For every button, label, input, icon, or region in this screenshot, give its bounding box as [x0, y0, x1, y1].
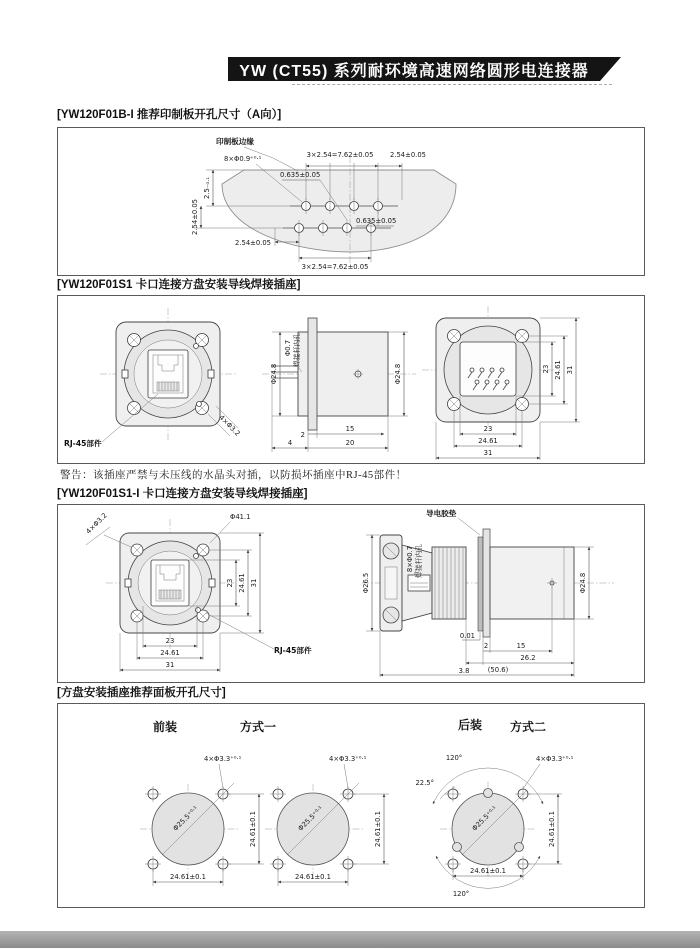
dim-front-h31: 31	[165, 661, 175, 669]
dim-front-v23: 23	[226, 578, 234, 588]
dim-top-pitch: 3×2.54=7.62±0.05	[306, 151, 374, 159]
dim-edge-distance: 2.5₋₀.₁	[203, 176, 211, 200]
panel-cutout-drawings	[58, 704, 642, 905]
section4-heading: [方盘安装插座推荐面板开孔尺寸]	[57, 687, 226, 699]
keyway-left	[453, 843, 462, 852]
dim-v-pitch: 24.61±0.1	[249, 811, 257, 847]
solder-holes-callout: 8×Φ0.7	[406, 545, 414, 573]
hole-size-callout: 8×Φ0.9⁺⁰·¹	[224, 155, 262, 163]
dim-back-length: 26.2	[520, 654, 536, 662]
flange-diameter-callout: Φ41.1	[230, 513, 251, 521]
dim-gasket: 0.01	[459, 632, 475, 640]
dim-v-pitch: 24.61±0.1	[548, 811, 556, 847]
dim-rear-v23: 23	[542, 364, 550, 374]
mount-holes-callout: 4×Φ3.3⁺⁰·¹	[204, 755, 242, 763]
section2-heading: [YW120F01S1 卡口连接方盘安装导线焊接插座]	[57, 279, 301, 291]
dim-v-pitch: 24.61±0.1	[374, 811, 382, 847]
front-view	[64, 308, 242, 448]
mount-hole-callout: 4×Φ3.2	[84, 511, 109, 536]
dim-rear-length: 15	[345, 425, 355, 433]
socket-three-views	[58, 296, 642, 461]
mount-holes-callout: 4×Φ3.3⁺⁰·¹	[536, 755, 574, 763]
dim-front-diameter: Φ24.8	[270, 363, 278, 385]
dim-rear-length: 15	[516, 642, 526, 650]
rj45-jack	[148, 350, 188, 398]
banner-underline	[292, 84, 612, 85]
cutout-diameter: Φ25.5⁺⁰·¹	[171, 804, 200, 833]
cutout-method2	[415, 754, 573, 898]
warning-text: 警告：该插座严禁与未压线的水晶头对插，以防损坏插座中RJ-45部件！	[60, 470, 407, 481]
dim-rear-v2461: 24.61	[554, 360, 562, 380]
dim-h-pitch: 24.61±0.1	[295, 873, 331, 881]
dim-front-h2461: 24.61	[160, 649, 180, 657]
rj45-jack	[151, 560, 189, 606]
mount-holes-callout: 4×Φ3.3⁺⁰·¹	[329, 755, 367, 763]
dim-rear-h23: 23	[483, 425, 493, 433]
cutout-method1-a	[140, 755, 264, 886]
dim-h-pitch: 24.61±0.1	[470, 867, 506, 875]
mount-hole-callout: 4×Φ3.2	[217, 413, 242, 438]
section2-drawing-box	[57, 295, 645, 464]
cutout-diameter: Φ25.5⁺⁰·¹	[470, 804, 499, 833]
angle-top: 120°	[445, 754, 463, 762]
dim-row-offset-top: 0.635±0.05	[280, 171, 321, 179]
dim-total-length: (50.6)	[487, 666, 509, 674]
dim-rear-h31: 31	[483, 449, 493, 457]
rear-mount-label: 后装	[458, 718, 483, 732]
banner-tail-shape	[600, 57, 621, 81]
dim-bottom-pitch: 3×2.54=7.62±0.05	[301, 263, 369, 271]
side-view-assembly	[362, 508, 614, 677]
section4-drawing-box	[57, 703, 645, 908]
method2-label: 方式二	[510, 720, 547, 734]
dim-rear-diameter: Φ24.8	[579, 572, 587, 594]
dim-rear-v31: 31	[566, 365, 574, 375]
front-view-dimensioned	[84, 511, 311, 672]
angle-offset: 22.5°	[415, 779, 434, 787]
angle-bottom: 120°	[452, 890, 470, 898]
section1-drawing-box	[57, 127, 645, 276]
method1-label: 方式一	[240, 720, 277, 734]
pcb-hole-pattern-drawing	[58, 128, 642, 273]
panel-plate	[483, 529, 490, 637]
rear-view	[422, 306, 580, 460]
dim-front-length: 3.8	[458, 667, 470, 675]
cutout-method1-b	[265, 755, 389, 886]
dim-front-v2461: 24.61	[238, 573, 246, 593]
cutout-diameter: Φ25.5⁺⁰·¹	[296, 804, 325, 833]
dim-row-offset-bottom: 0.635±0.05	[356, 217, 397, 225]
rj45-part-label: RJ-45部件	[64, 439, 102, 448]
dim-front-length: 4	[287, 439, 293, 447]
solder-cup-label: 焊接杆内孔	[415, 544, 423, 578]
rj45-part-label: RJ-45部件	[274, 646, 312, 655]
keyway-right	[515, 843, 524, 852]
dim-rear-diameter: Φ24.8	[394, 363, 402, 385]
dim-h-pitch: 24.61±0.1	[170, 873, 206, 881]
page-title: YW (CT55) 系列耐环境高速网络圆形电连接器	[228, 57, 600, 81]
section3-heading: [YW120F01S1-I 卡口连接方盘安装导线焊接插座]	[57, 488, 308, 500]
section1-heading: [YW120F01B-I 推荐印制板开孔尺寸（A向）]	[57, 109, 282, 121]
dim-rear-h2461: 24.61	[478, 437, 498, 445]
dim-row-gap: 2.54±0.05	[191, 199, 199, 235]
page-footer-band	[0, 931, 700, 948]
dim-panel-thickness: 2	[300, 431, 305, 439]
pcb-edge-label: 印制板边缘	[216, 137, 254, 146]
section3-drawing-box	[57, 504, 645, 683]
dim-flange-diameter: Φ26.5	[362, 572, 370, 594]
dim-body-length: 20	[345, 439, 355, 447]
conductive-gasket	[478, 537, 483, 631]
dim-front-v31: 31	[250, 578, 258, 588]
dim-top-right-pitch: 2.54±0.05	[390, 151, 426, 159]
socket-two-views	[58, 505, 642, 680]
dim-panel-thickness: 2	[483, 642, 489, 650]
solder-cup-label: 焊接杆内孔	[293, 333, 301, 367]
side-view	[262, 318, 416, 452]
front-mount-label: 前装	[153, 720, 178, 734]
gasket-label: 导电胶垫	[426, 509, 457, 518]
dim-bottom-left-pitch: 2.54±0.05	[235, 239, 271, 247]
dim-front-h23: 23	[165, 637, 175, 645]
keyway-top	[484, 789, 493, 798]
solder-cup-diameter: Φ0.7	[284, 339, 292, 357]
